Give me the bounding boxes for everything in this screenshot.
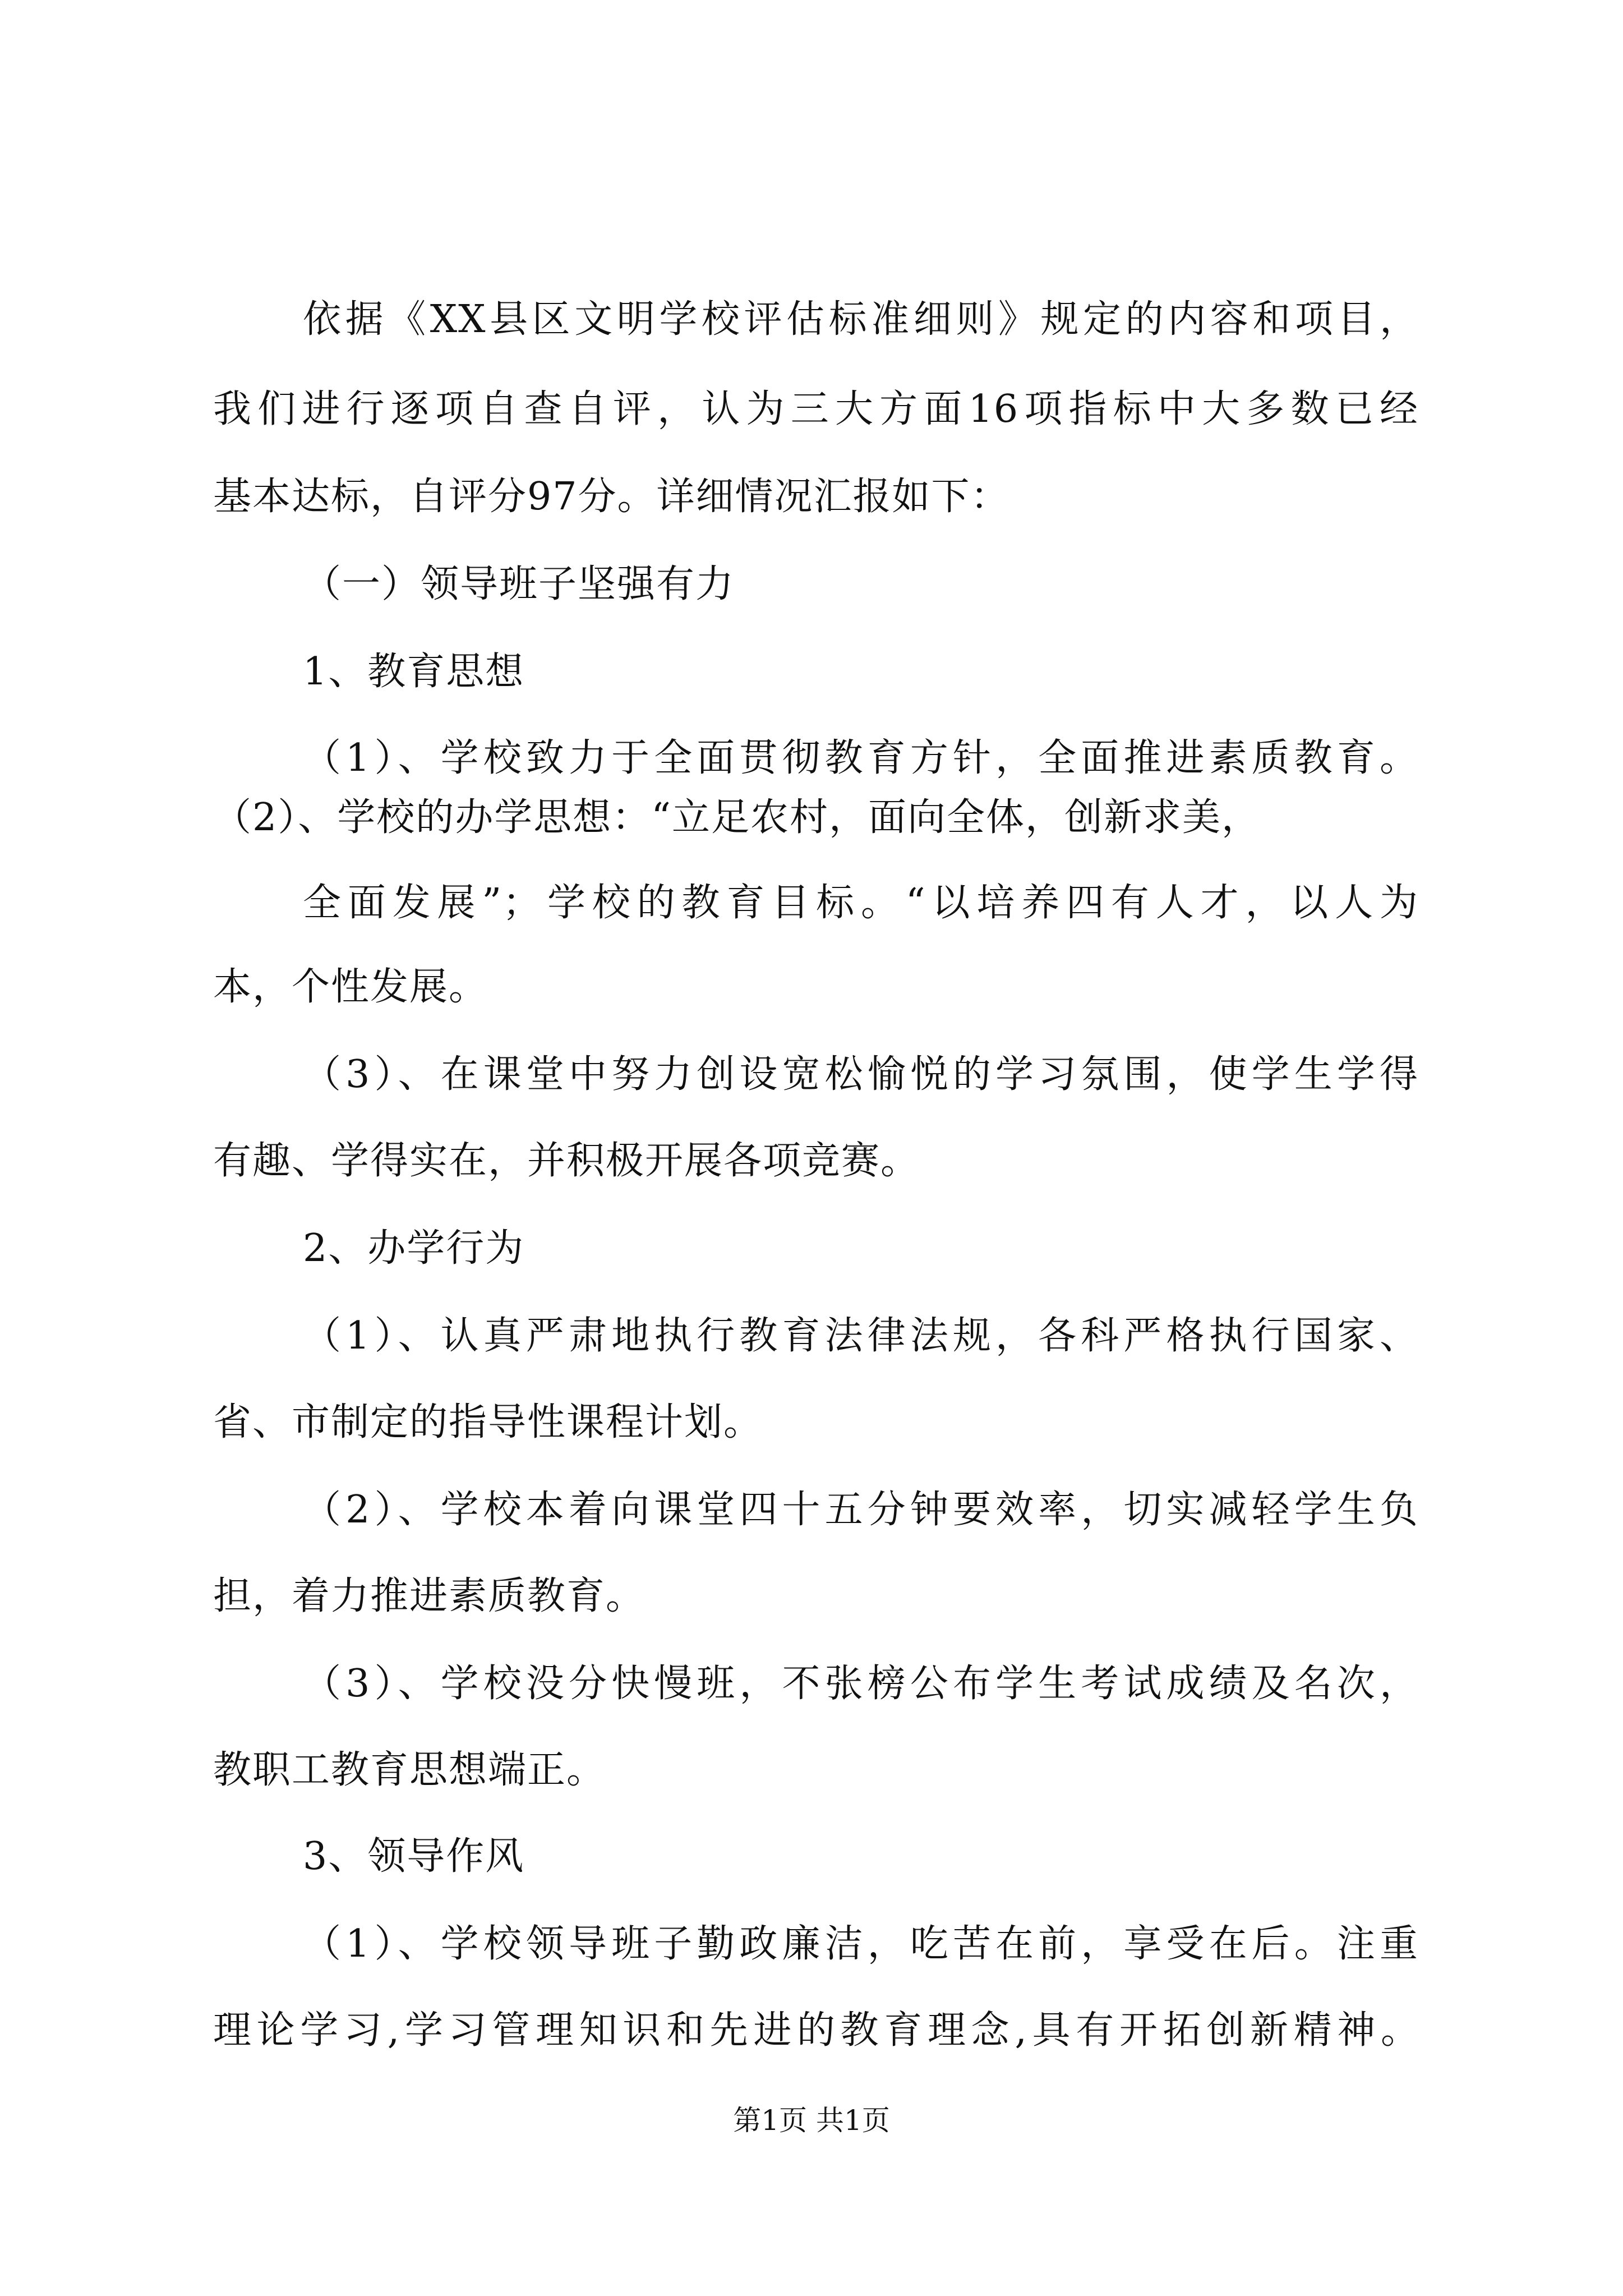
paragraph-line: 基本达标，自评分97分。详细情况汇报如下： [213,475,1010,519]
paragraph-line: （1）、学校领导班子勤政廉洁，吃苦在前，享受在后。注重 [303,1922,1419,1966]
paragraph-line: 教职工教育思想端正。 [213,1748,606,1792]
subsection-heading: 3、领导作风 [303,1834,525,1879]
paragraph-line: 担，着力推进素质教育。 [213,1574,645,1618]
paragraph-line: （2）、学校的办学思想：“立足农村，面向全体，创新求美， [213,795,1261,840]
subsection-heading: 1、教育思想 [303,650,525,694]
paragraph-line: 有趣、学得实在，并积极开展各项竞赛。 [213,1139,920,1183]
paragraph-line: 本，个性发展。 [213,965,488,1009]
page-number-footer: 第1页 共1页 [733,2104,890,2137]
paragraph-line: （1）、认真严肃地执行教育法律法规，各科严格执行国家、 [303,1314,1419,1358]
paragraph-line: 理论学习,学习管理知识和先进的教育理念,具有开拓创新精神。 [213,2008,1419,2053]
paragraph-line: （2）、学校本着向课堂四十五分钟要效率，切实减轻学生负 [303,1488,1419,1532]
subsection-heading: 2、办学行为 [303,1226,525,1271]
paragraph-line: 省、市制定的指导性课程计划。 [213,1400,763,1444]
paragraph-line: 依据《XX县区文明学校评估标准细则》规定的内容和项目， [303,297,1419,342]
paragraph-line: 我们进行逐项自查自评，认为三大方面16项指标中大多数已经 [213,387,1419,431]
paragraph-line: （3）、学校没分快慢班，不张榜公布学生考试成绩及名次， [303,1662,1419,1706]
paragraph-line: （3）、在课堂中努力创设宽松愉悦的学习氛围，使学生学得 [303,1052,1419,1097]
paragraph-line: 全面发展”；学校的教育目标。“以培养四有人才，以人为 [303,881,1419,925]
section-heading: （一）领导班子坚强有力 [303,562,735,606]
paragraph-line: （1）、学校致力于全面贯彻教育方针，全面推进素质教育。 [303,736,1419,780]
